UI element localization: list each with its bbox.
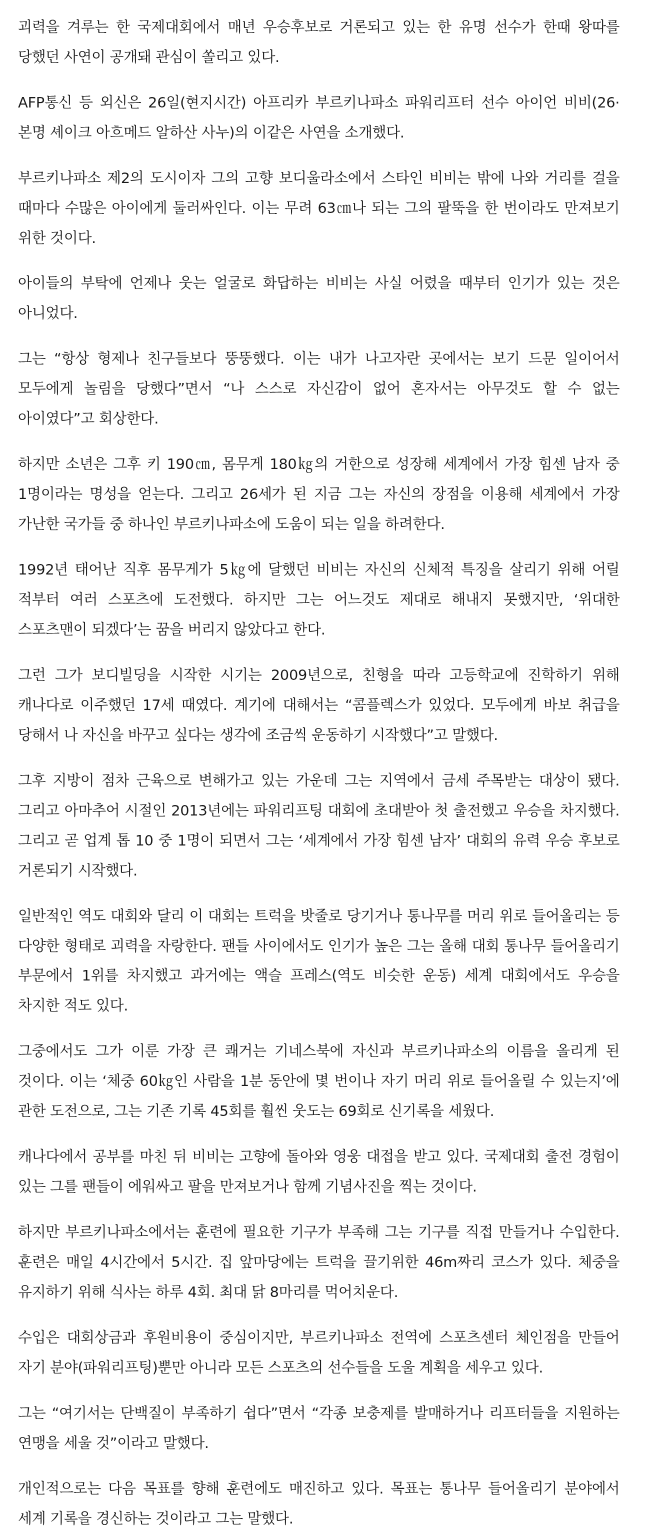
paragraph-4: 아이들의 부탁에 언제나 웃는 얼굴로 화답하는 비비는 사실 어렸을 때부터 인기가 있는 것은 아니었다. [18,274,620,323]
paragraph-7: 1992년 태어난 직후 몸무게가 5㎏에 달했던 비비는 자신의 신체적 특징을 살리기 위해 어릴 적부터 여러 스포츠에 도전했다. 하지만 그는 어느것도 제대로 해내지 못했지만, ‘위대한 스포츠맨이 되겠다’는 꿈을 버리지 않았다고 한다. [18,560,620,639]
paragraph-11: 그중에서도 그가 이룬 가장 큰 쾌거는 기네스북에 자신과 부르키나파소의 이름을 올리게 된 것이다. 이는 ‘체중 60㎏인 사람을 1분 동안에 몇 번이나 자기 머리 위로 들어올릴 수 있는지’에 관한 도전으로, 그는 기존 기록 45회를 훨씬 웃도는 69회로 신기록을 세웠다. [18,1042,620,1121]
paragraph-13: 하지만 부르키나파소에서는 훈련에 필요한 기구가 부족해 그는 기구를 직접 만들거나 수입한다. 훈련은 매일 4시간에서 5시간. 집 앞마당에는 트럭을 끌기위한 46m짜리 코스가 있다. 체중을 유지하기 위해 식사는 하루 4회. 최대 닭 8마리를 먹어치운다. [18,1223,620,1301]
paragraph-6: 하지만 소년은 그후 키 190㎝, 몸무게 180㎏의 거한으로 성장해 세계에서 가장 힘센 남자 중 1명이라는 명성을 얻는다. 그리고 26세가 된 지금 그는 자신의 장점을 이용해 세계에서 가장 가난한 국가들 중 하나인 부르키나파소에 도움이 되는 일을 하려한다. [18,455,620,533]
paragraph-5: 그는 “항상 형제나 친구들보다 뚱뚱했다. 이는 내가 나고자란 곳에서는 보기 드문 일이어서 모두에게 놀림을 당했다”면서 “나 스스로 자신감이 없어 혼자서는 아무것도 할 수 없는 아이였다”고 회상한다. [18,350,620,428]
paragraph-9: 그후 지방이 점차 근육으로 변해가고 있는 가운데 그는 지역에서 금세 주목받는 대상이 됐다. 그리고 아마추어 시절인 2013년에는 파워리프팅 대회에 초대받아 첫 출전했고 우승을 차지했다. 그리고 곧 업계 톱 10 중 1명이 되면서 그는 ‘세계에서 가장 힘센 남자’ 대회의 유력 우승 후보로 거론되기 시작했다. [18,771,620,880]
paragraph-1: 괴력을 겨루는 한 국제대회에서 매년 우승후보로 거론되고 있는 한 유명 선수가 한때 왕따를 당했던 사연이 공개돼 관심이 쏠리고 있다. [18,18,620,66]
paragraph-10: 일반적인 역도 대회와 달리 이 대회는 트럭을 밧줄로 당기거나 통나무를 머리 위로 들어올리는 등 다양한 형태로 괴력을 자랑한다. 팬들 사이에서도 인기가 높은 그는 올해 대회 통나무 들어올리기 부문에서 1위를 차지했고 과거에는 액슬 프레스(역도 비슷한 운동) 세계 대회에서도 우승을 차지한 적도 있다. [18,907,620,1015]
paragraph-14: 수입은 대회상금과 후원비용이 중심이지만, 부르키나파소 전역에 스포츠센터 체인점을 만들어 자기 분야(파워리프팅)뿐만 아니라 모든 스포츠의 선수들을 도울 계획을 세우고 있다. [18,1328,620,1377]
paragraph-3: 부르키나파소 제2의 도시이자 그의 고향 보디울라소에서 스타인 비비는 밖에 나와 거리를 걸을 때마다 수많은 아이에게 둘러싸인다. 이는 무려 63㎝나 되는 그의 팔뚝을 한 번이라도 만져보기 위한 것이다. [18,169,620,247]
paragraph-15: 그는 “여기서는 단백질이 부족하기 쉽다”면서 “각종 보충제를 발매하거나 리프터들을 지원하는 연맹을 세울 것”이라고 말했다. [18,1404,620,1452]
paragraph-16: 개인적으로는 다음 목표를 향해 훈련에도 매진하고 있다. 목표는 통나무 들어올리기 분야에서 세계 기록을 경신하는 것이라고 그는 말했다. [18,1479,620,1528]
paragraph-2: AFP통신 등 외신은 26일(현지시간) 아프리카 부르키나파소 파워리프터 선수 아이언 비비(26·본명 셰이크 아흐메드 알하산 사누)의 이같은 사연을 소개했다. [18,93,620,142]
paragraph-12: 캐나다에서 공부를 마친 뒤 비비는 고향에 돌아와 영웅 대접을 받고 있다. 국제대회 출전 경험이 있는 그를 팬들이 에워싸고 팔을 만져보거나 함께 기념사진을 찍는 것이다. [18,1148,620,1196]
paragraph-8: 그런 그가 보디빌딩을 시작한 시기는 2009년으로, 친형을 따라 고등학교에 진학하기 위해 캐나다로 이주했던 17세 때였다. 계기에 대해서는 “콤플렉스가 있었다. 모두에게 바보 취급을 당해서 나 자신을 바꾸고 싶다는 생각에 조금씩 운동하기 시작했다”고 말했다. [18,666,620,744]
